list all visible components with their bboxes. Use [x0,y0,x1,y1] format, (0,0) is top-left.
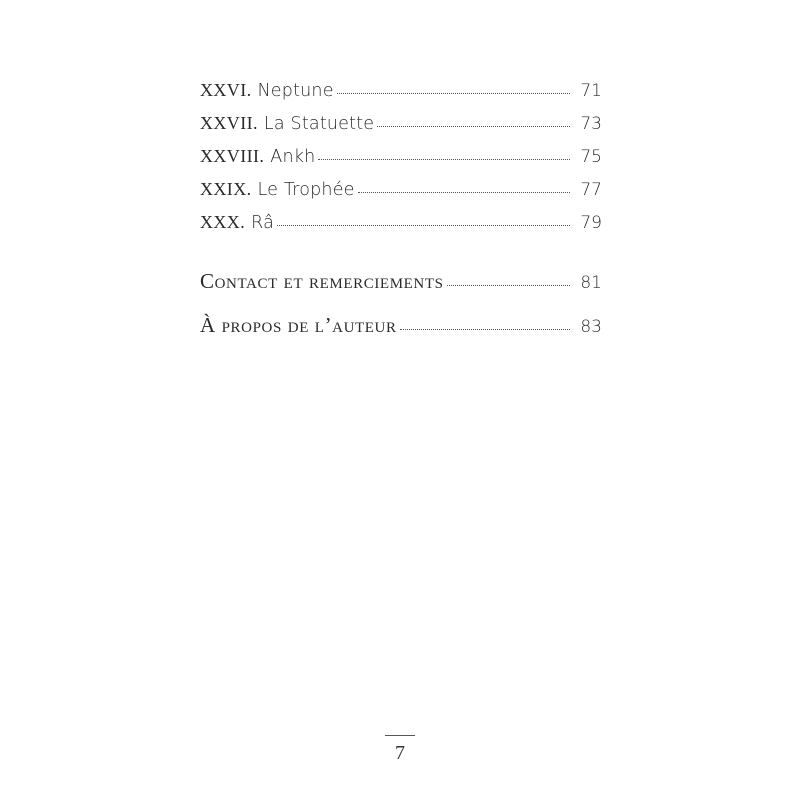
page-number: 77 [580,180,602,200]
toc-entry-contact[interactable] [200,259,602,303]
toc-entry-chapter-28[interactable] [200,140,602,173]
page-folio: 7 [395,742,405,764]
chapter-number: XXVII. [200,113,258,133]
table-of-contents [200,74,602,347]
section-title: Contact et remerciements [200,269,444,293]
dot-leader [447,284,570,286]
dot-leader [377,125,570,127]
toc-entry-chapter-26[interactable] [200,74,602,107]
dot-leader [358,191,570,193]
section-spacer [200,239,602,259]
section-title: À propos de l’auteur [200,313,397,337]
toc-entry-chapter-29[interactable] [200,173,602,206]
chapter-number: XXVIII. [200,146,265,166]
page-number: 81 [580,273,602,293]
page-number: 75 [580,147,602,167]
chapter-title: Râ [251,213,275,233]
page-number: 83 [580,317,602,337]
chapter-title: Neptune [257,81,334,101]
page-number: 71 [580,81,602,101]
chapter-number: XXIX. [200,179,252,199]
dot-leader [318,158,570,160]
chapter-number: XXVI. [200,80,252,100]
page-number: 79 [580,213,602,233]
folio-rule [385,735,415,736]
chapter-number: XXX. [200,212,246,232]
toc-entry-chapter-27[interactable] [200,107,602,140]
chapter-title: Ankh [270,147,316,167]
dot-leader [400,328,570,330]
dot-leader [277,224,570,226]
toc-entry-chapter-30[interactable] [200,206,602,239]
toc-entry-about-author[interactable] [200,303,602,347]
chapter-title: La Statuette [263,114,375,134]
page-number: 73 [580,114,602,134]
chapter-title: Le Trophée [257,180,355,200]
dot-leader [337,92,570,94]
